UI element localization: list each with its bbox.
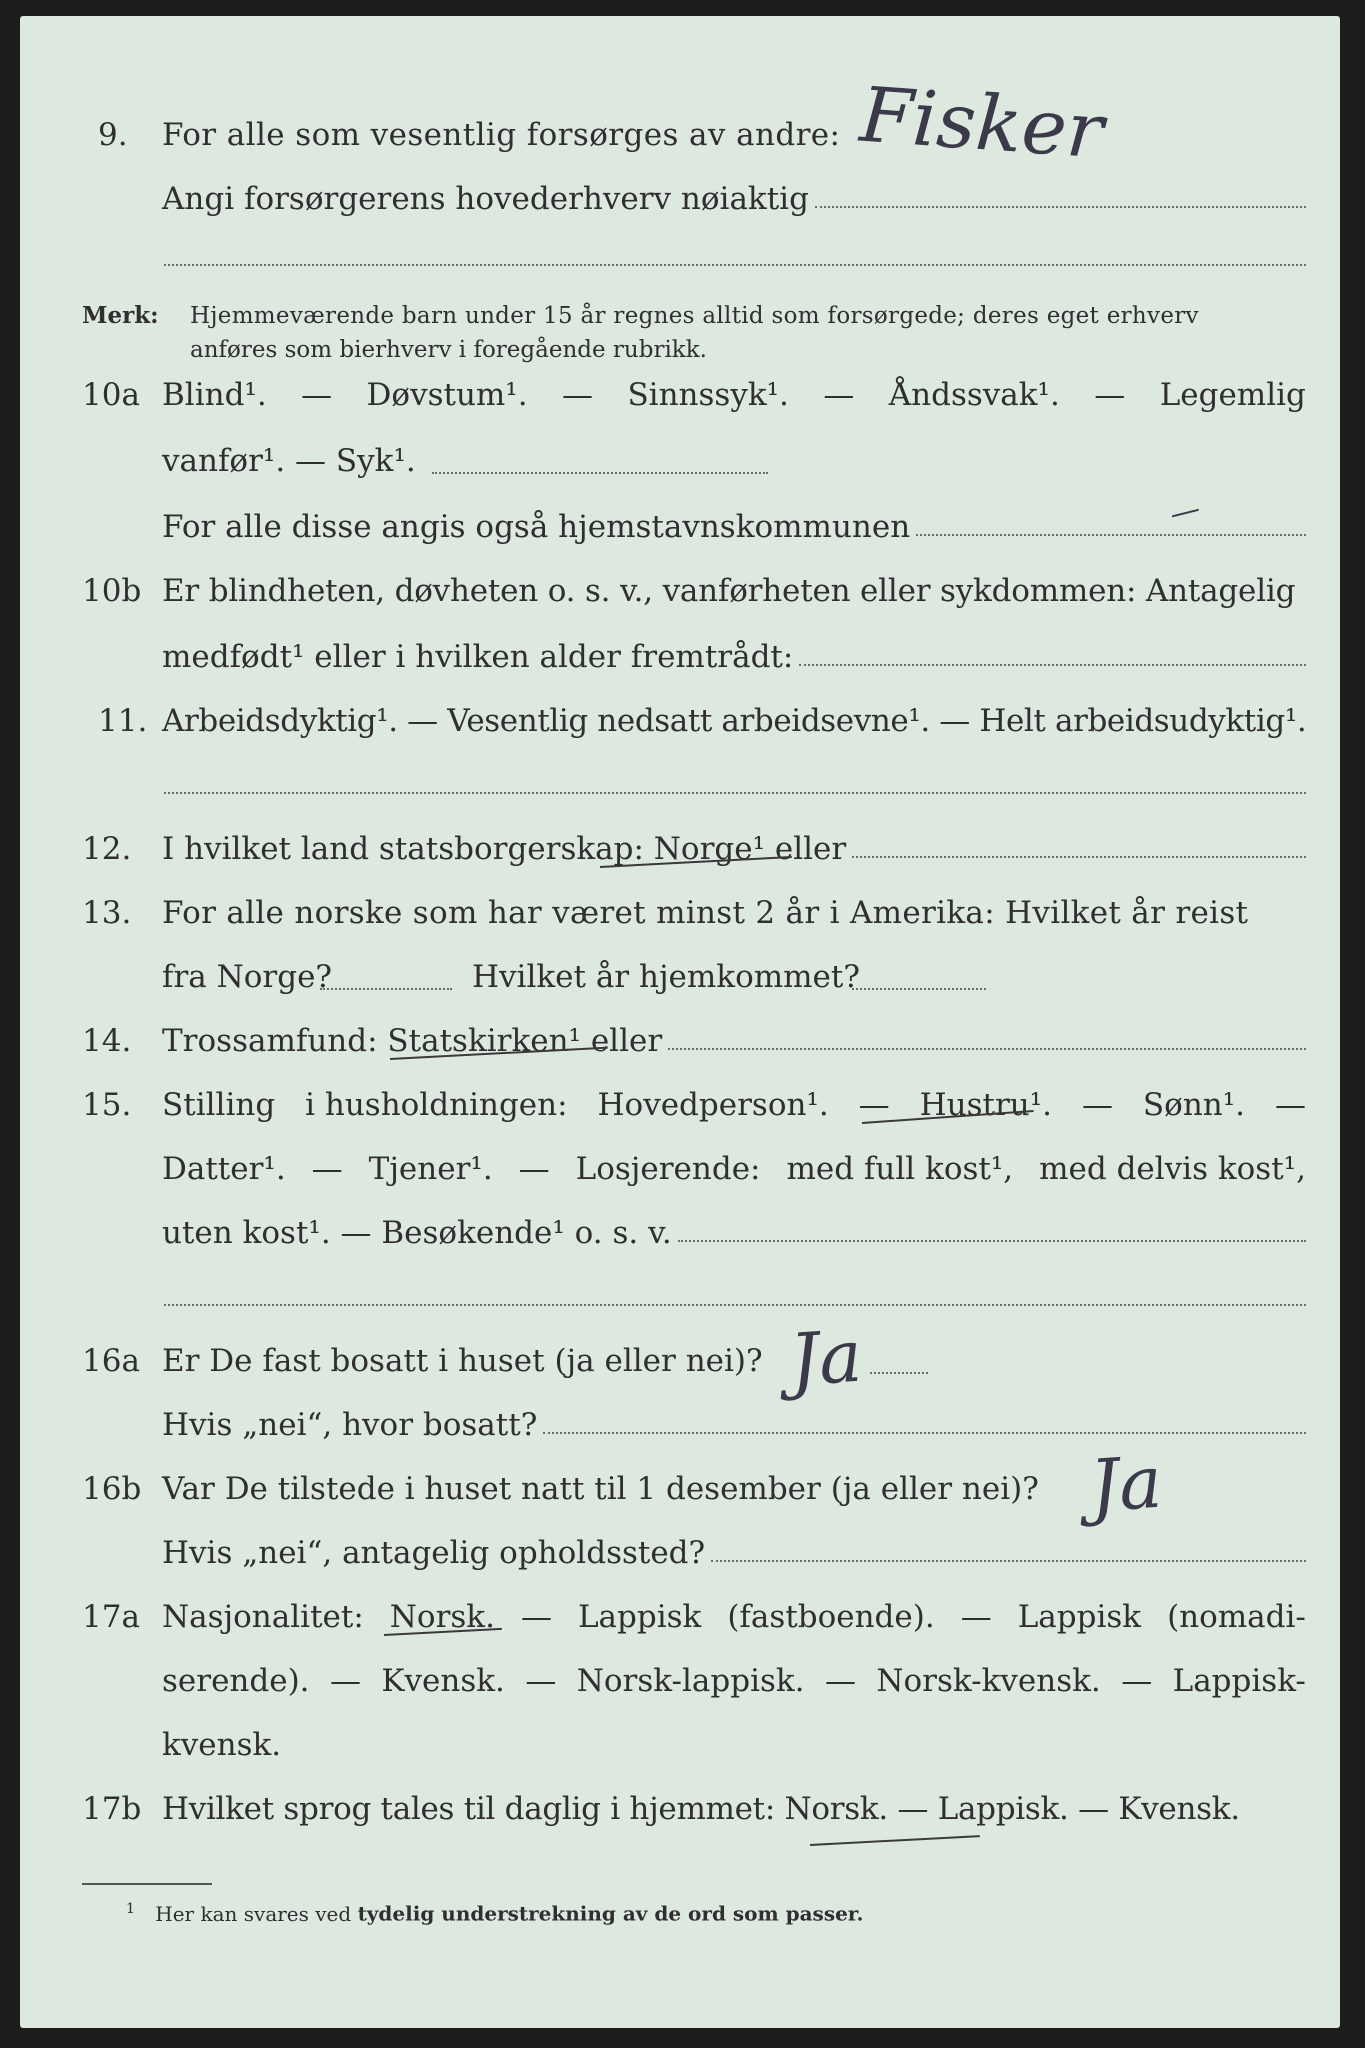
q16b-number: 16b [82, 1471, 142, 1507]
q11-extra-line [164, 792, 1306, 794]
q9-answer-line[interactable] [815, 205, 1306, 208]
q15-stilling: Stilling [162, 1087, 276, 1123]
q10a-line2-fill[interactable] [432, 472, 768, 474]
dash: — [824, 1663, 856, 1699]
q11-line1: Arbeidsdyktig¹. — Vesentlig nedsatt arbeidsevne¹. — Helt arbeidsudyktig¹. [162, 703, 1307, 739]
option-delvis-kost: med delvis kost¹, [1039, 1151, 1306, 1187]
q10a-line1 [162, 376, 1306, 414]
q13-line2b: Hvilket år hjemkommet? [472, 959, 860, 995]
q12-number: 12. [82, 831, 132, 867]
footnote [126, 1896, 863, 1927]
q16a-bosatt-line[interactable] [543, 1431, 1306, 1434]
option-datter: Datter¹. [162, 1151, 286, 1187]
q11-number: 11. [98, 703, 148, 739]
q16a-line1: Er De fast bosatt i huset (ja eller nei)? [162, 1343, 763, 1379]
option-norsk-kvensk: Norsk-kvensk. [876, 1663, 1101, 1699]
q16a-handwritten-answer: Ja [787, 1313, 865, 1403]
q10b-line2-row [162, 638, 1306, 676]
option-blind: Blind¹. [162, 377, 267, 413]
q9-extra-line [164, 264, 1306, 266]
q15-line1 [162, 1086, 1306, 1124]
option-hustru: Hustru¹. [919, 1087, 1053, 1123]
q9-handwritten-answer: Fisker [857, 69, 1107, 176]
q15-husholdningen: i husholdningen: [305, 1087, 568, 1123]
q16a-line2-row [162, 1406, 1306, 1444]
q15-number: 15. [82, 1087, 132, 1123]
footnote-mark: 1 [126, 1901, 135, 1917]
option-full-kost: med full kost¹, [786, 1151, 1014, 1187]
q13-hjemkommet-fill[interactable] [852, 988, 986, 990]
q10b-number: 10b [82, 573, 142, 609]
q13-reist-fill[interactable] [320, 988, 452, 990]
option-dovstum: Døvstum¹. [366, 377, 528, 413]
q9-number: 9. [98, 117, 128, 153]
footnote-rule [82, 1883, 212, 1885]
option-andssvak: Åndssvak¹. [888, 377, 1060, 413]
dash: — [562, 377, 594, 413]
q10b-line2: medfødt¹ eller i hvilken alder fremtrådt: [162, 639, 794, 675]
q17b-underline-norsk [810, 1835, 980, 1846]
dash: — [1274, 1087, 1306, 1123]
dash: — [329, 1663, 361, 1699]
dash: — [1121, 1663, 1153, 1699]
q17a-label: Nasjonalitet: [162, 1599, 364, 1635]
option-lappisk-kvensk: Lappisk- [1172, 1663, 1306, 1699]
option-tjener: Tjener¹. [368, 1151, 493, 1187]
dash: — [311, 1151, 343, 1187]
option-norsk-lappisk: Norsk-lappisk. [576, 1663, 805, 1699]
q16b-line1: Var De tilstede i huset natt til 1 desember (ja eller nei)? [162, 1471, 1039, 1507]
option-kvensk: Kvensk. [381, 1663, 505, 1699]
dash: — [301, 377, 333, 413]
merk-label: Merk: [82, 302, 159, 329]
q16b-opholdssted-line[interactable] [711, 1559, 1306, 1562]
dash: — [823, 377, 855, 413]
option-fastboende: (fastboende). [727, 1599, 935, 1635]
q16a-answer-line[interactable] [870, 1372, 928, 1374]
footnote-text-bold: tydelig understrekning av de ord som passer. [357, 1901, 864, 1926]
q10a-line2: vanfør¹. — Syk¹. [162, 443, 416, 479]
q13-line2a: fra Norge? [162, 959, 333, 995]
census-form-page [20, 16, 1340, 2028]
dash: — [525, 1663, 557, 1699]
q10a-line3-row [162, 508, 1306, 546]
q12-row [162, 830, 1306, 868]
option-norsk: Norsk. [389, 1599, 495, 1635]
q14-line1: Trossamfund: Statskirken¹ eller [162, 1023, 663, 1059]
q15-answer-line[interactable] [678, 1239, 1306, 1242]
q17a-line3: kvensk. [162, 1727, 282, 1763]
q16b-line2: Hvis „nei“, antagelig opholdssted? [162, 1535, 706, 1571]
footnote-text-plain: Her kan svares ved [155, 1901, 352, 1926]
q10a-handwritten-mark: — [1166, 490, 1204, 533]
option-nomadi: (nomadi- [1167, 1599, 1306, 1635]
option-losjerende: Losjerende: [575, 1151, 761, 1187]
q10b-answer-line[interactable] [799, 663, 1306, 666]
q17b-number: 17b [82, 1791, 142, 1827]
q14-number: 14. [82, 1023, 132, 1059]
q16b-line2-row [162, 1534, 1306, 1572]
option-hovedperson: Hovedperson¹. [597, 1087, 829, 1123]
q17a-line2 [162, 1662, 1306, 1700]
option-sonn: Sønn¹. [1142, 1087, 1246, 1123]
q15-line3: uten kost¹. — Besøkende¹ o. s. v. [162, 1215, 672, 1251]
q13-line1: For alle norske som har været minst 2 år i Amerika: Hvilket år reist [162, 895, 1249, 931]
q16a-number: 16a [82, 1343, 140, 1379]
q9-line1: For alle som vesentlig forsørges av andre: [162, 117, 841, 153]
q12-line1: I hvilket land statsborgerskap: Norge¹ eller [162, 831, 847, 867]
q10a-number: 10a [82, 377, 140, 413]
q15-line2 [162, 1150, 1306, 1188]
q16b-handwritten-answer: Ja [1087, 1439, 1165, 1529]
dash: — [1081, 1087, 1113, 1123]
q15-extra-line [164, 1304, 1306, 1306]
q17a-number: 17a [82, 1599, 140, 1635]
q13-number: 13. [82, 895, 132, 931]
dash: — [520, 1599, 552, 1635]
merk-line1: Hjemmeværende barn under 15 år regnes alltid som forsørgede; deres eget erhverv [190, 303, 1199, 329]
dash: — [518, 1151, 550, 1187]
q17a-line1 [162, 1598, 1306, 1636]
option-lappisk-nomad: Lappisk [1017, 1599, 1142, 1635]
option-serende: serende). [162, 1663, 310, 1699]
dash: — [960, 1599, 992, 1635]
dash: — [1094, 377, 1126, 413]
dash: — [858, 1087, 890, 1123]
option-sinnssyk: Sinnssyk¹. [627, 377, 789, 413]
q9-line2: Angi forsørgerens hovederhverv nøiaktig [162, 181, 809, 217]
q16a-line2: Hvis „nei“, hvor bosatt? [162, 1407, 538, 1443]
q15-line3-row [162, 1214, 1306, 1252]
q14-row [162, 1022, 1306, 1060]
q10a-answer-line[interactable] [916, 533, 1306, 536]
q10b-line1: Er blindheten, døvheten o. s. v., vanførheten eller sykdommen: Antagelig [162, 573, 1296, 609]
option-lappisk-fast: Lappisk [577, 1599, 702, 1635]
q17b-line1: Hvilket sprog tales til daglig i hjemmet: Norsk. — Lappisk. — Kvensk. [162, 1791, 1240, 1827]
q14-answer-line[interactable] [668, 1047, 1306, 1050]
q10a-line3: For alle disse angis også hjemstavnskommunen [162, 509, 911, 545]
q9-line2-row [162, 180, 1306, 218]
merk-line2: anføres som bierhverv i foregående rubrikk. [190, 337, 707, 363]
q12-answer-line[interactable] [852, 855, 1306, 858]
option-legemlig: Legemlig [1159, 377, 1306, 413]
